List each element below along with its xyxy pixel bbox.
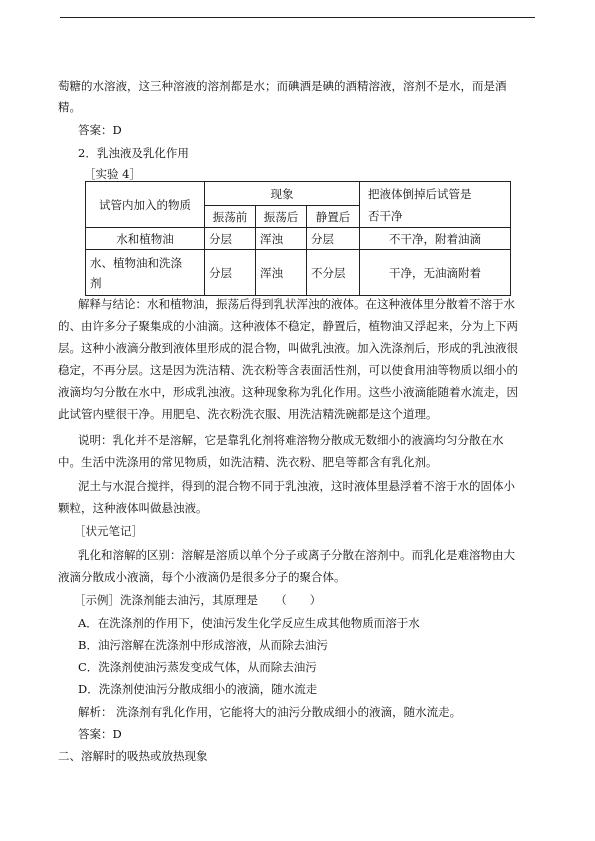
header-result-line-1: 把液体倒掉后试管是 [368, 186, 472, 201]
table-row [86, 250, 511, 296]
explain-line-3: 层。这种小液滴分散到液体里形成的混合物，叫做乳浊液。加入洗涤剂后，形成的乳浊液很 [58, 341, 518, 355]
intro-line-1: 萄糖的水溶液，这三种溶液的溶剂都是水；而碘酒是碘的酒精溶液，溶剂不是水，而是酒 [58, 79, 507, 93]
row2-substance [86, 250, 205, 296]
notes-label: ［状元笔记］ [74, 524, 143, 538]
experiment-label: ［实验 4］ [84, 167, 141, 181]
header-result [360, 182, 511, 228]
row2-substance-line-2: 剂 [90, 275, 102, 290]
row1-result: 不干净，附着油滴 [360, 228, 511, 250]
row2-after: 浑浊 [256, 250, 307, 296]
explain-line-4: 稳定，不再分层。这是因为洗洁精、洗衣粉等含表面活性剂，可以使食用油等物质以细小的 [58, 363, 518, 377]
option-d: D．洗涤剂使油污分散成细小的液滴，随水流走 [78, 682, 318, 696]
row1-after: 浑浊 [256, 228, 307, 250]
header-substance: 试管内加入的物质 [86, 182, 205, 228]
diff-line-2: 液滴分散成小液滴，每个小液滴仍是很多分子的聚合体。 [58, 570, 346, 584]
explain-line-2: 的、由许多分子聚集成的小油滴。这种液体不稳定，静置后，植物油又浮起来，分为上下两 [58, 319, 518, 333]
row1-still: 分层 [307, 228, 360, 250]
example-stem: ［示例］洗涤剂能去油污，其原理是 （ ） [74, 593, 322, 607]
table-row [86, 228, 511, 250]
header-rule [60, 17, 535, 18]
option-c: C．洗涤剂使油污蒸发变成气体，从而除去油污 [78, 660, 317, 674]
explain-line-1: 解释与结论：水和植物油，振荡后得到乳状浑浊的液体。在这种液体里分散着不溶于水 [78, 297, 515, 311]
analysis: 解析： 洗涤剂有乳化作用，它能将大的油污分散成细小的液滴，随水流走。 [78, 705, 462, 719]
row2-still: 不分层 [307, 250, 360, 296]
mud-line-1: 泥土与水混合搅拌，得到的混合物不同于乳浊液，这时液体里悬浮着不溶于水的固体小 [78, 479, 515, 493]
row1-before: 分层 [205, 228, 256, 250]
explain-line-6: 此试管内壁很干净。用肥皂、洗衣粉洗衣服、用洗洁精洗碗都是这个道理。 [58, 407, 438, 421]
option-b: B．油污溶解在洗涤剂中形成溶液，从而除去油污 [78, 638, 328, 652]
row2-before: 分层 [205, 250, 256, 296]
section-title: 2．乳浊液及乳化作用 [78, 146, 189, 160]
answer-1: 答案：D [78, 123, 122, 137]
diff-line-1: 乳化和溶解的区别：溶解是溶质以单个分子或离子分散在溶剂中。而乳化是难溶物由大 [78, 548, 515, 562]
row2-substance-line-1: 水、植物油和洗涤 [90, 255, 182, 270]
answer-2: 答案：D [78, 727, 122, 741]
sub-after: 振荡后 [256, 206, 307, 228]
header-result-line-2: 否干净 [368, 208, 403, 223]
explain-line-5: 液滴均匀分散在水中，形成乳浊液。这种现象称为乳化作用。这些小液滴能随着水流走，因 [58, 385, 518, 399]
mud-line-2: 颗粒，这种液体叫做悬浊液。 [58, 501, 208, 515]
option-a: A．在洗涤剂的作用下，使油污发生化学反应生成其他物质而溶于水 [78, 616, 420, 630]
row2-result: 干净，无油滴附着 [360, 250, 511, 296]
note-line-2: 中。生活中洗涤用的常见物质，如洗洁精、洗衣粉、肥皂等都含有乳化剂。 [58, 455, 438, 469]
header-phenomenon: 现象 [205, 182, 360, 206]
sub-still: 静置后 [307, 206, 360, 228]
row1-substance: 水和植物油 [86, 228, 205, 250]
experiment-table [85, 181, 511, 296]
note-line-1: 说明：乳化并不是溶解，它是靠乳化剂将难溶物分散成无数细小的液滴均匀分散在水 [78, 433, 504, 447]
intro-line-2: 精。 [58, 100, 81, 114]
section-heading: 二、溶解时的吸热或放热现象 [58, 749, 208, 763]
sub-before: 振荡前 [205, 206, 256, 228]
